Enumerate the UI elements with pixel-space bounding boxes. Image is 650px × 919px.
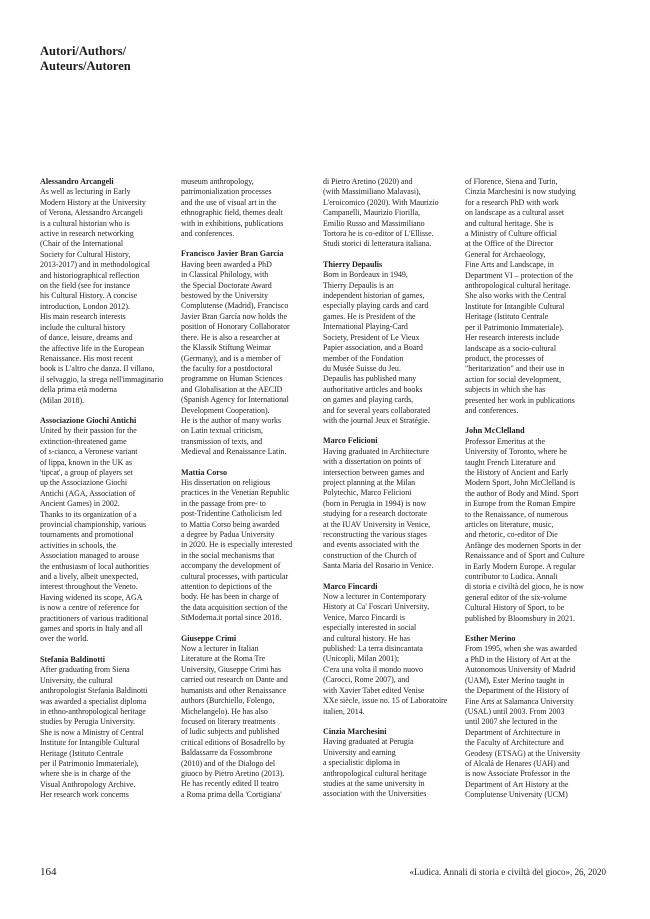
author-name: Esther Merino <box>465 634 516 644</box>
author-bio: Professor Emeritus at the University of Toronto, where he taught French Literature and the History of Ancient and Early Modern Sport, John McClelland is the author of Body and Mind. Sport in Europe from the Roman Empire to the Renaissance, of numerous articles on literature, music, and rhetoric, co-editor of Die Anfänge des modernen Sports in der Renaissance and of Sport and Culture in Early Modern Europe. A regular contributor to Ludica. Annali di storia e civiltà del gioco, he is now general editor of the six-volume Cultural History of Sport, to be published by Bloomsbury in 2021. <box>465 436 585 623</box>
author-bio: Having been awarded a PhD in Classical Philology, with the Special Doctorate Award bestowed by the University Complutense (Madrid), Francisco Javier Bran García now holds the position of Honorary Collaborator there. He is also a researcher at the Klassik Stiftung Weimar (Germany), and is a member of the faculty for a postdoctoral programme on Human Sciences and Globalisation at the AECID (Spanish Agency for International Development Cooperation). He is the author of many works on Latin textual criticism, transmission of texts, and Medieval and Renaissance Latin. <box>181 259 290 457</box>
author-name: Marco Felicioni <box>323 436 378 446</box>
page-number: 164 <box>40 866 57 878</box>
author-entry <box>181 249 319 457</box>
author-bio-continued: di Pietro Aretino (2020) and (with Massimiliano Malavasi), L'eroicomico (2020). With Maurizio Campanelli, Maurizio Fiorilla, Emilio Russo and Massimiliano Tortora he is co-editor of L'Ellisse. Studi storici di letteratura italiana. <box>323 177 439 249</box>
author-name: Alessandro Arcangeli <box>40 177 114 186</box>
author-bio: Now a lecturer in Contemporary History at Ca' Foscari University, Venice, Marco Fincardi is especially interested in social and cultural history. He has published: La terra disincantata (Unicopli, Milan 2001); C'era una volta il mondo nuovo (Carocci, Rome 2007), and with Xavier Tabet edited Venise XXe siècle, issue no. 15 of Laboratoire italien, 2014. <box>323 592 448 716</box>
author-entry <box>465 634 603 801</box>
author-bio: Born in Bordeaux in 1949, Thierry Depaulis is an independent historian of games, especially playing cards and card games. He is President of the International Playing-Card Society, President of Le Vieux Papier association, and a Board member of the Fondation du Musée Suisse du Jeu. Depaulis has published many authoritative articles and books on games and playing cards, and for several years collaborated with the journal Jeux et Stratégie. <box>323 270 431 425</box>
author-name: Associazione Giochi Antichi <box>40 415 137 425</box>
author-entry <box>40 177 178 406</box>
author-bio: Having graduated at Perugia University and earning a specialistic diploma in anthropological cultural heritage studies at the same university in association with the Universities <box>323 737 427 799</box>
column-3 <box>323 177 461 810</box>
author-name: Cinzia Marchesini <box>323 726 387 736</box>
author-entry <box>465 426 603 624</box>
author-bio: Having graduated in Architecture with a dissertation on points of intersection between games and project planning at the Milan Polytechic, Marco Felicioni (born in Perugia in 1994) is now studying for a research doctorate at the IUAV University in Venice, reconstructing the various stages and events associated with the construction of the Church of Santa Maria del Rosario in Venice. <box>323 446 434 571</box>
author-name: Francisco Javier Bran García <box>181 249 284 259</box>
author-bio: United by their passion for the extinction-threatened game of s-cianco, a Veronese variant of lippa, known in the UK as 'tipcat', a group of players set up the Associazione Giochi Antichi (AGA, Association of Ancient Games) in 2002. Thanks to its organization of a provincial championship, various tournaments and promotional activities in schools, the Association managed to arouse the enthusiasm of local authorities and a lively, albeit unexpected, interest throughout the Veneto. Having widened its scope, AGA is now a centre of reference for practitioners of various traditional games and sports in Italy and all over the world. <box>40 426 149 644</box>
author-entry <box>323 727 461 800</box>
author-bio: As well as lecturing in Early Modern History at the University of Verona, Alessandro Arcangeli is a cultural historian who is active in research networking (Chair of the International Society for Cultural History, 2013-2017) and in methodological and historiographical reflection on the field (see for instance his Cultural History. A concise introduction, London 2012). His main research interests include the cultural history of dance, leisure, dreams and the affective life in the European Renaissance. His most recent book is L'altro che danza. Il villano, il selvaggio, la strega nell'immaginario della prima età moderna (Milan 2018). <box>40 187 164 405</box>
author-entry-continued <box>323 177 461 250</box>
author-entry <box>40 416 178 645</box>
author-entry-continued <box>465 177 603 416</box>
author-entry <box>323 436 461 571</box>
author-entry <box>40 655 178 801</box>
author-entry-continued <box>181 177 319 239</box>
section-header <box>40 44 131 74</box>
author-name: Stefania Baldinotti <box>40 654 105 664</box>
journal-citation: «Ludica. Annali di storia e civiltà del gioco», 26, 2020 <box>409 867 606 877</box>
author-name: Mattia Corso <box>181 467 228 477</box>
author-name: Giuseppe Crimi <box>181 633 237 643</box>
author-bio-continued: of Florence, Siena and Turin, Cinzia Marchesini is now studying for a research PhD with work on landscape as a cultural asset and cultural heritage. She is a Ministry of Culture official at the Office of the Director General for Archaeology, Fine Arts and Landscape, in Department VI – protection of the anthropological cultural heritage. She also works with the Central Institute for Intangible Cultural Heritage (Istituto Centrale per il Patrimonio Immateriale). Her research interests include landscape as a socio-cultural product, the processes of "heritarization" and their use in action for social development, subjects in which she has presented her work in publications and conferences. <box>465 177 576 415</box>
author-bio: From 1995, when she was awarded a PhD in the History of Art at the Autonomous University of Madrid (UAM), Ester Merino taught in the Department of the History of Fine Arts at Salamanca University (USAL) until 2003. From 2003 until 2007 she lectured in the Department of Architecture in the Faculty of Architecture and Geodesy (ETSAG) at the University of Alcalá de Henares (UAH) and is now Associate Professor in the Department of Art History at the Complutense University (UCM) <box>465 644 581 800</box>
column-1 <box>40 177 178 811</box>
author-entry <box>323 260 461 427</box>
author-bio: His dissertation on religious practices in the Venetian Republic in the passage from pre- to post-Tridentine Catholicism led to Mattia Corso being awarded a degree by Padua University in 2020. He is especially interested in the social mechanisms that accompany the development of cultural processes, with particular attention to depictions of the body. He has been in charge of the data acquisition section of the StModerna.it portal since 2018. <box>181 477 293 623</box>
column-2 <box>181 177 319 810</box>
author-bio-continued: museum anthropology, patrimonialization processes and the use of visual art in the ethnographic field, themes dealt with in exhibitions, publications and conferences. <box>181 177 284 239</box>
column-4 <box>465 177 603 811</box>
section-title-line-1: Autori/Authors/ <box>40 44 127 58</box>
author-bio-columns <box>40 177 606 837</box>
author-entry <box>323 582 461 717</box>
author-name: Marco Fincardi <box>323 581 378 591</box>
author-bio: After graduating from Siena University, the cultural anthropologist Stefania Baldinotti was awarded a specialist diploma in ethno-anthropological heritage studies by Perugia University. She is now a Ministry of Central Institute for Intangible Cultural Heritage (Istituto Centrale per il Patrimonio Immateriale), where she is in charge of the Visual Anthropology Archive. Her research work concerns <box>40 665 148 800</box>
author-entry <box>181 634 319 801</box>
author-entry <box>181 468 319 624</box>
author-name: Thierry Depaulis <box>323 259 383 269</box>
section-title-line-2: Auteurs/Autoren <box>40 59 131 73</box>
author-name: John McClelland <box>465 426 525 436</box>
author-bio: Now a lecturer in Italian Literature at the Roma Tre University, Giuseppe Crimi has carried out research on Dante and humanists and other Renaissance authors (Burchiello, Folengo, Michelangelo). He has also focused on literary treatments of ludic subjects and published critical editions of Bosadrello by Baldassarre da Fossombrone (2010) and of the Dialogo del giuoco by Pietro Aretino (2013). He has recently edited Il teatro a Roma prima della 'Cortigiana' <box>181 644 288 799</box>
